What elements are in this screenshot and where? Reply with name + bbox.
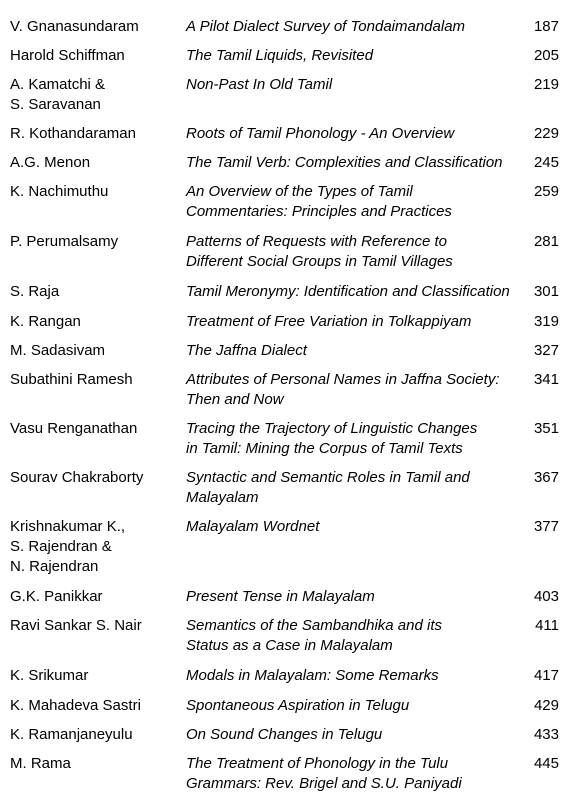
entry-title: Present Tense in Malayalam bbox=[186, 588, 375, 605]
entry-author: S. Raja bbox=[10, 283, 60, 300]
entry-title: Semantics of the Sambandhika and its Status as a Case in Malayalam bbox=[186, 617, 442, 654]
entry-page-number: 319 bbox=[533, 313, 559, 330]
entry-author: Harold Schiffman bbox=[10, 47, 125, 64]
entry-title: Patterns of Requests with Reference to Different Social Groups in Tamil Villages bbox=[186, 233, 453, 270]
entry-page-number: 281 bbox=[533, 233, 559, 250]
entry-author: R. Kothandaraman bbox=[10, 125, 136, 142]
entry-page-number: 327 bbox=[533, 342, 559, 359]
entry-page-number: 351 bbox=[533, 420, 559, 437]
entry-author: Vasu Renganathan bbox=[10, 420, 138, 437]
entry-author: K. Rangan bbox=[10, 313, 81, 330]
entry-author: K. Nachimuthu bbox=[10, 183, 109, 200]
entry-author: M. Sadasivam bbox=[10, 342, 106, 359]
entry-page-number: 445 bbox=[533, 755, 559, 772]
entry-title: Roots of Tamil Phonology - An Overview bbox=[186, 125, 455, 142]
entry-author: A.G. Menon bbox=[10, 154, 91, 171]
entry-author: V. Gnanasundaram bbox=[10, 18, 139, 35]
entry-title: An Overview of the Types of Tamil Commentaries: Principles and Practices bbox=[186, 183, 452, 220]
entry-page-number: 229 bbox=[533, 125, 559, 142]
entry-page-number: 367 bbox=[533, 469, 559, 486]
entry-author: M. Rama bbox=[10, 755, 71, 772]
entry-author: Subathini Ramesh bbox=[10, 371, 133, 388]
entry-page-number: 341 bbox=[533, 371, 559, 388]
entry-page-number: 259 bbox=[533, 183, 559, 200]
entry-author: K. Srikumar bbox=[10, 667, 89, 684]
entry-title: Tracing the Trajectory of Linguistic Changes in Tamil: Mining the Corpus of Tamil Texts bbox=[186, 420, 478, 457]
entry-title: Attributes of Personal Names in Jaffna Society: Then and Now bbox=[186, 371, 500, 408]
entry-author: G.K. Panikkar bbox=[10, 588, 103, 605]
entry-author: Ravi Sankar S. Nair bbox=[10, 617, 142, 634]
entry-author: A. Kamatchi & S. Saravanan bbox=[10, 76, 106, 113]
entry-page-number: 403 bbox=[533, 588, 559, 605]
entry-title: Tamil Meronymy: Identification and Classification bbox=[186, 283, 510, 300]
entry-title: A Pilot Dialect Survey of Tondaimandalam bbox=[186, 18, 466, 35]
entry-page-number: 187 bbox=[533, 18, 559, 35]
entry-title: The Tamil Liquids, Revisited bbox=[186, 47, 374, 64]
entry-title: The Tamil Verb: Complexities and Classification bbox=[186, 154, 503, 171]
entry-title: Modals in Malayalam: Some Remarks bbox=[186, 667, 439, 684]
entry-title: The Treatment of Phonology in the Tulu Grammars: Rev. Brigel and S.U. Paniyadi bbox=[186, 755, 462, 792]
entry-page-number: 429 bbox=[533, 697, 559, 714]
entry-page-number: 205 bbox=[533, 47, 559, 64]
entry-page-number: 301 bbox=[533, 283, 559, 300]
entry-page-number: 245 bbox=[533, 154, 559, 171]
entry-author: Sourav Chakraborty bbox=[10, 469, 144, 486]
entry-title: On Sound Changes in Telugu bbox=[186, 726, 383, 743]
entry-author: K. Mahadeva Sastri bbox=[10, 697, 141, 714]
entry-title: Non-Past In Old Tamil bbox=[186, 76, 333, 93]
entry-title: Treatment of Free Variation in Tolkappiyam bbox=[186, 313, 472, 330]
entry-page-number: 377 bbox=[533, 518, 559, 535]
entry-page-number: 219 bbox=[533, 76, 559, 93]
entry-page-number: 433 bbox=[533, 726, 559, 743]
entry-page-number: 417 bbox=[533, 667, 559, 684]
entry-page-number: 411 bbox=[535, 617, 559, 634]
entry-title: Spontaneous Aspiration in Telugu bbox=[186, 697, 410, 714]
entry-title: Syntactic and Semantic Roles in Tamil and Malayalam bbox=[186, 469, 470, 506]
entry-author: P. Perumalsamy bbox=[10, 233, 119, 250]
entry-title: The Jaffna Dialect bbox=[186, 342, 307, 359]
entry-author: K. Ramanjaneyulu bbox=[10, 726, 133, 743]
entry-title: Malayalam Wordnet bbox=[186, 518, 320, 535]
entry-author: Krishnakumar K., S. Rajendran & N. Rajendran bbox=[10, 518, 126, 575]
